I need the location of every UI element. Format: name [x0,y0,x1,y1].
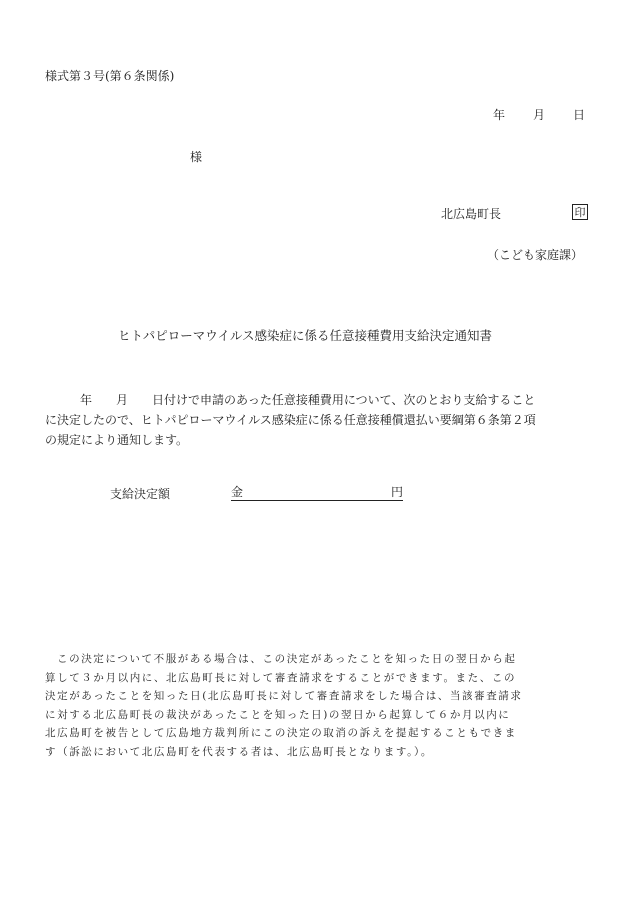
seal-mark: 印 [572,204,588,220]
appeal-line-5: 北広島町を被告として広島地方裁判所にこの決定の取消の訴えを提起することもできま [45,727,517,739]
document-title: ヒトパピローマウイルス感染症に係る任意接種費用支給決定通知書 [118,328,493,343]
amount-suffix: 円 [390,485,403,499]
appeal-line-1: この決定について不服がある場合は、この決定があったことを知った日の翌日から起 [57,653,517,665]
recipient-suffix: 様 [190,150,203,164]
amount-prefix: 金 [231,485,244,499]
date-day: 日 [573,108,586,122]
issuer-name: 北広島町長 [441,207,502,221]
amount-field [231,486,403,501]
appeal-line-6: す（訴訟において北広島町を代表する者は、北広島町長となります。）。 [45,745,433,758]
date-month: 月 [533,108,546,122]
date-line [493,109,585,121]
date-year: 年 [493,108,506,122]
body-line-3: の規定により通知します。 [45,433,189,447]
appeal-line-3: 決定があったことを知った日(北広島町長に対して審査請求をした場合は、当該審査請求 [45,690,523,702]
amount-label: 支給決定額 [110,487,171,501]
appeal-notice [45,650,590,761]
department: （こども家庭課） [487,248,584,262]
appeal-line-4: に対する北広島町長の裁決があったことを知った日)の翌日から起算して６か月以内に [45,708,511,721]
body-line-1: 年 月 日付けで申請のあった任意接種費用について、次のとおり支給すること [80,393,536,407]
appeal-line-2: 算して３か月以内に、北広島町長に対して審査請求をすることができます。また、この [45,671,517,684]
body-text [45,390,590,450]
body-line-2: に決定したので、ヒトパピローマウイルス感染症に係る任意接種償還払い要綱第６条第２項 [45,413,536,427]
form-number: 様式第３号(第６条関係) [45,69,175,83]
